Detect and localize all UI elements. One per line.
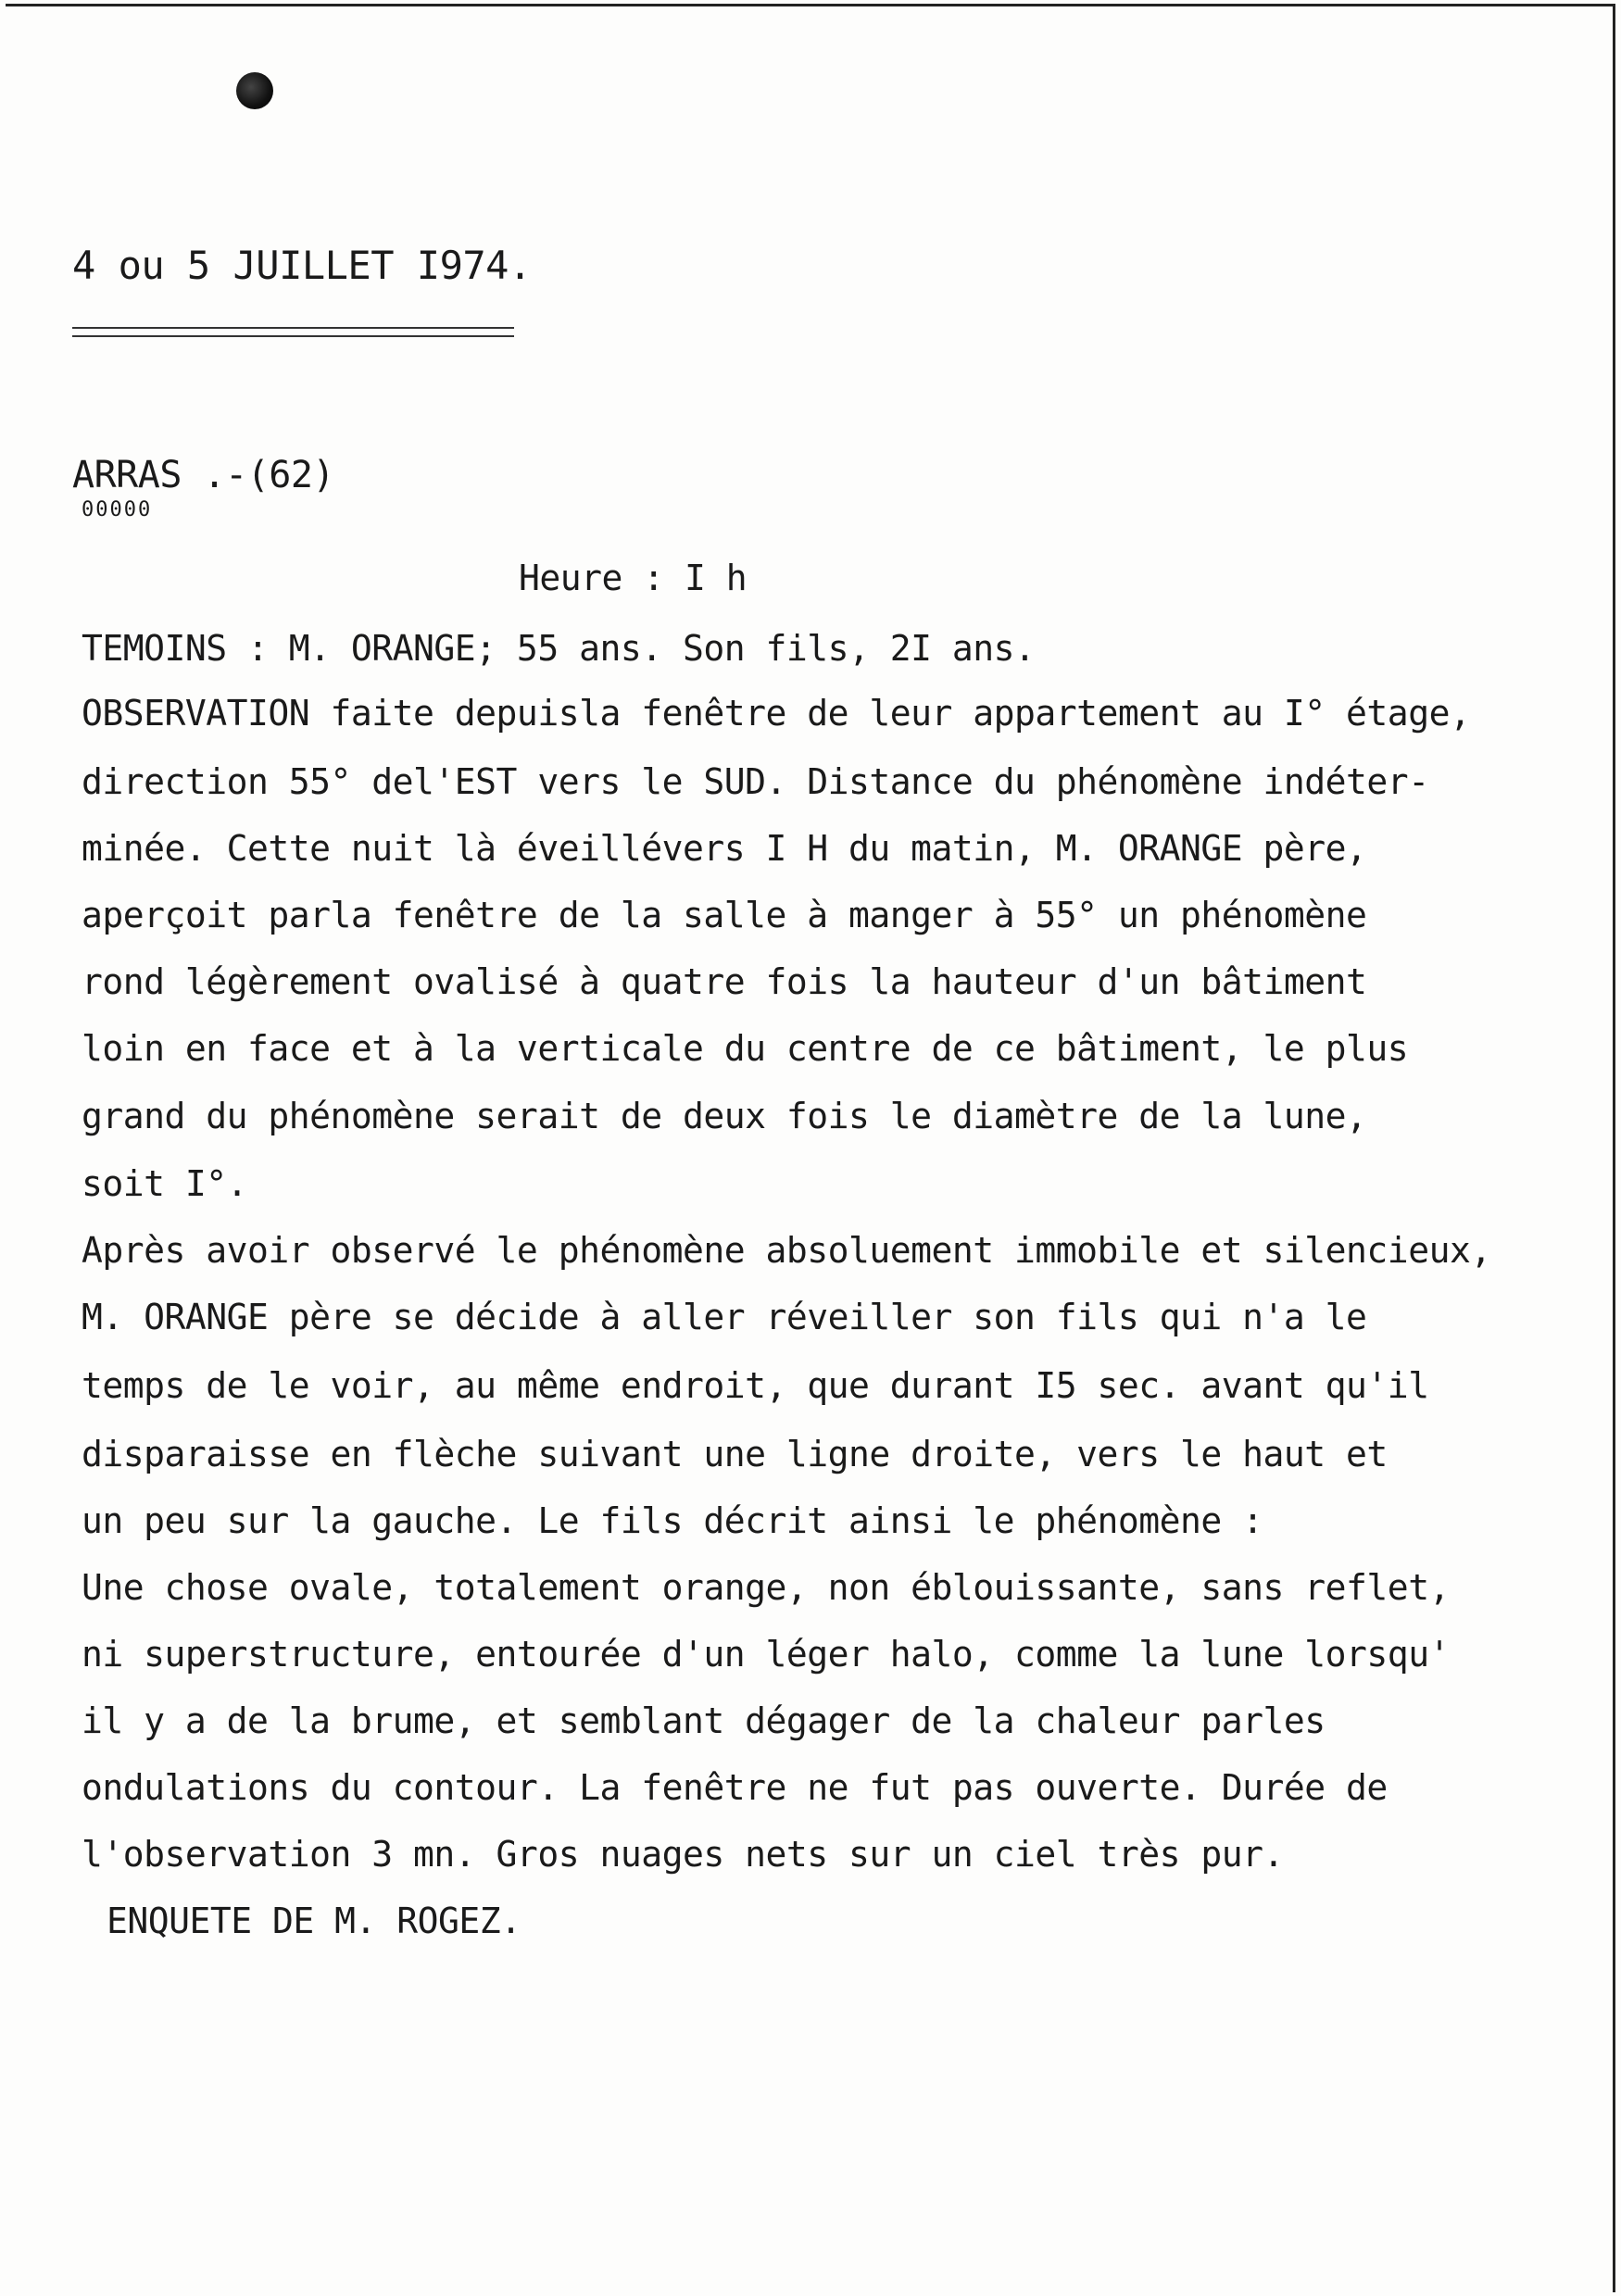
text-line: OBSERVATION faite depuisla fenêtre de leur appartement au I° étage, <box>82 693 1471 734</box>
text-line: grand du phénomène serait de deux fois le diamètre de la lune, <box>82 1096 1367 1136</box>
location-marks: 00000 <box>82 498 153 521</box>
text-line: direction 55° del'EST vers le SUD. Distance du phénomène indéter- <box>82 761 1429 802</box>
text-line: aperçoit parla fenêtre de la salle à manger à 55° un phénomène <box>82 895 1367 935</box>
date-underline <box>72 327 514 329</box>
text-line: Une chose ovale, totalement orange, non éblouissante, sans reflet, <box>82 1567 1450 1608</box>
text-line: minée. Cette nuit là éveillévers I H du matin, M. ORANGE père, <box>82 828 1367 869</box>
date-heading: 4 ou 5 JUILLET I974. <box>72 243 532 288</box>
top-border <box>6 4 1615 6</box>
text-line: temps de le voir, au même endroit, que durant I5 sec. avant qu'il <box>82 1365 1429 1406</box>
text-line: un peu sur la gauche. Le fils décrit ainsi le phénomène : <box>82 1500 1263 1541</box>
text-line: TEMOINS : M. ORANGE; 55 ans. Son fils, 2I ans. <box>82 628 1036 669</box>
location-heading: ARRAS .-(62) <box>72 454 334 496</box>
text-line: il y a de la brume, et semblant dégager de la chaleur parles <box>82 1700 1326 1741</box>
text-line: Après avoir observé le phénomène absoluement immobile et silencieux, <box>82 1230 1491 1271</box>
text-line: soit I°. <box>82 1163 248 1204</box>
text-line: l'observation 3 mn. Gros nuages nets sur un ciel très pur. <box>82 1834 1284 1875</box>
text-line: M. ORANGE père se décide à aller réveiller son fils qui n'a le <box>82 1297 1367 1337</box>
punch-hole <box>236 72 273 109</box>
investigator-signature: ENQUETE DE M. ROGEZ. <box>107 1901 521 1941</box>
text-line: ondulations du contour. La fenêtre ne fut pas ouverte. Durée de <box>82 1767 1388 1808</box>
date-underline-double <box>72 335 514 337</box>
text-line: ni superstructure, entourée d'un léger halo, comme la lune lorsqu' <box>82 1634 1450 1675</box>
text-line: disparaisse en flèche suivant une ligne droite, vers le haut et <box>82 1434 1388 1474</box>
right-border <box>1613 4 1615 2292</box>
text-line: loin en face et à la verticale du centre de ce bâtiment, le plus <box>82 1028 1409 1069</box>
text-line: rond légèrement ovalisé à quatre fois la hauteur d'un bâtiment <box>82 961 1367 1002</box>
time-line: Heure : I h <box>519 558 748 598</box>
